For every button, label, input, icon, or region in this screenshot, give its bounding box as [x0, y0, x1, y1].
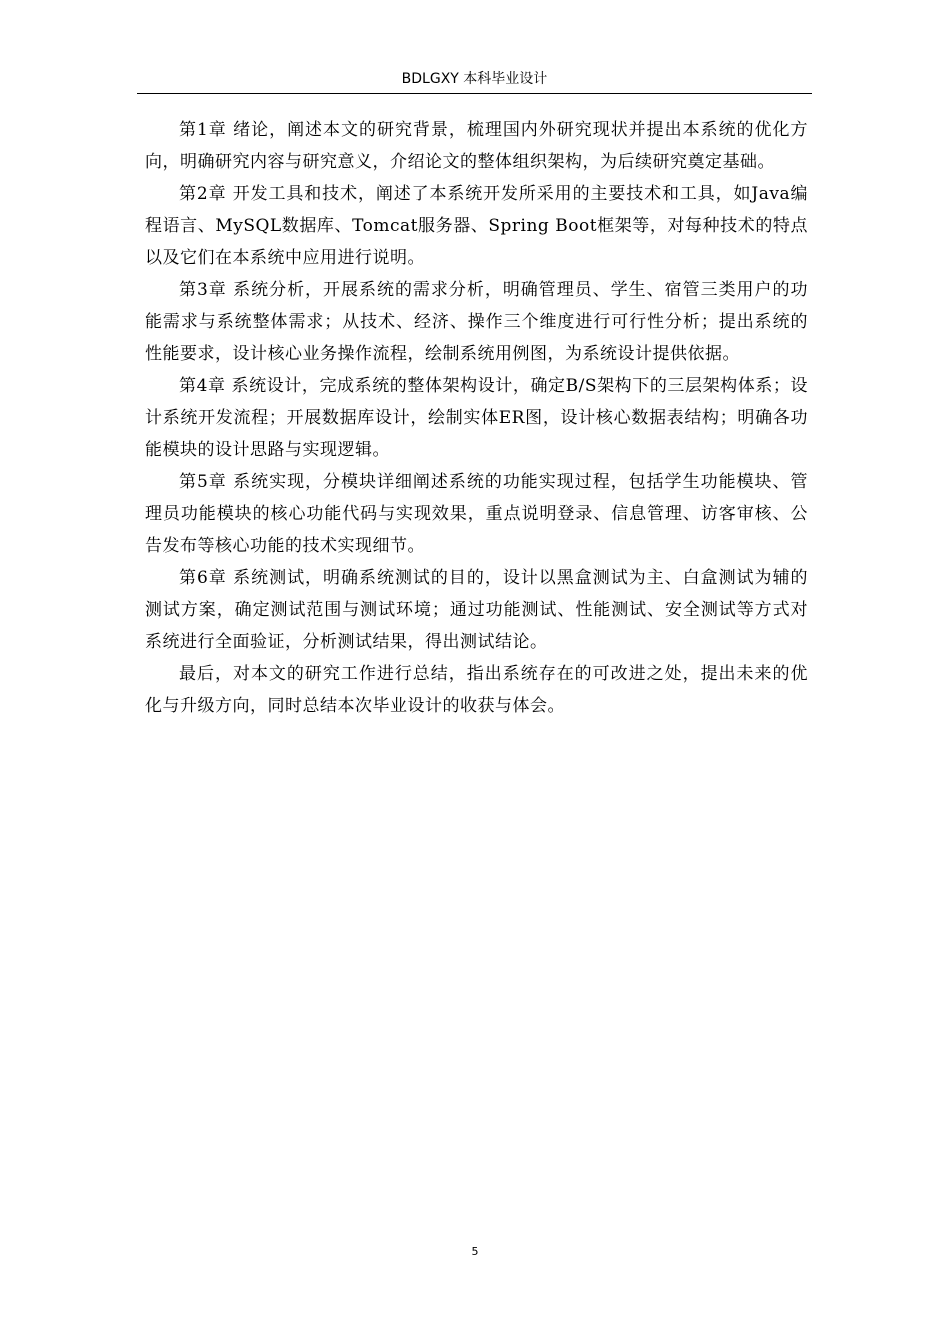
header-title: BDLGXY 本科毕业设计 [401, 71, 548, 87]
paragraph-chapter-4: 第4章 系统设计，完成系统的整体架构设计，确定B/S架构下的三层架构体系；设计系统开发流程；开展数据库设计，绘制实体ER图，设计核心数据表结构；明确各功能模块的设计思路与实现逻辑。 [145, 376, 808, 460]
paragraph-chapter-5: 第5章 系统实现，分模块详细阐述系统的功能实现过程，包括学生功能模块、管理员功能模块的核心功能代码与实现效果，重点说明登录、信息管理、访客审核、公告发布等核心功能的技术实现细节。 [145, 472, 808, 556]
paragraph-chapter-6: 第6章 系统测试，明确系统测试的目的，设计以黑盒测试为主、白盒测试为辅的测试方案，确定测试范围与测试环境；通过功能测试、性能测试、安全测试等方式对系统进行全面验证，分析测试结果，得出测试结论。 [145, 568, 808, 652]
paragraph-chapter-3: 第3章 系统分析，开展系统的需求分析，明确管理员、学生、宿管三类用户的功能需求与系统整体需求；从技术、经济、操作三个维度进行可行性分析；提出系统的性能要求，设计核心业务操作流程，绘制系统用例图，为系统设计提供依据。 [145, 280, 808, 364]
page-header [137, 68, 812, 94]
paragraph-conclusion: 最后，对本文的研究工作进行总结，指出系统存在的可改进之处，提出未来的优化与升级方向，同时总结本次毕业设计的收获与体会。 [145, 664, 808, 716]
paragraph-chapter-2: 第2章 开发工具和技术，阐述了本系统开发所采用的主要技术和工具，如Java编程语言、MySQL数据库、Tomcat服务器、Spring Boot框架等，对每种技术的特点以及它们在本系统中应用进行说明。 [145, 184, 808, 268]
page-number: 5 [471, 1245, 479, 1258]
body-text [145, 114, 808, 722]
paragraph-chapter-1: 第1章 绪论，阐述本文的研究背景，梳理国内外研究现状并提出本系统的优化方向，明确研究内容与研究意义，介绍论文的整体组织架构，为后续研究奠定基础。 [145, 120, 808, 172]
